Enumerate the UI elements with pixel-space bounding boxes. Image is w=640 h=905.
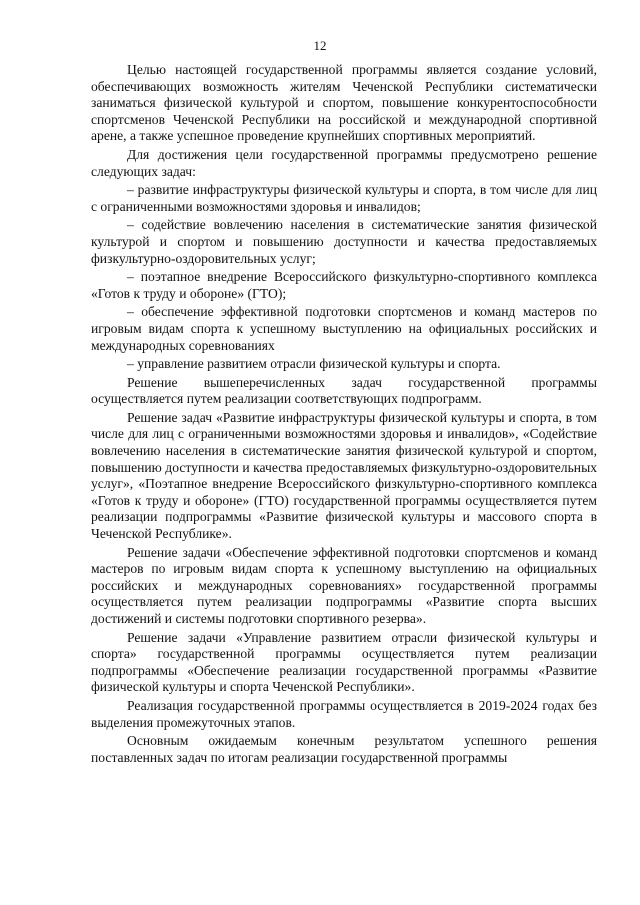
paragraph-timeline: Реализация государственной программы осуществляется в 2019-2024 годах без выделения промежуточных этапов.: [91, 697, 597, 730]
list-item-involvement: – содействие вовлечению населения в систематические занятия физической культурой и спортом и повышению доступности и качества предоставляемых физкультурно-оздоровительных услуг;: [91, 217, 597, 266]
paragraph-subprogram-high-performance: Решение задачи «Обеспечение эффективной подготовки спортсменов и команд мастеров по игровым видам спорта к успешному выступлению на официальных российских и международных соревнованиях» государственной программы осуществляется путем реализации подпрограммы «Развитие спорта высших достижений и системы подготовки спортивного резерва».: [91, 544, 597, 626]
list-item-infrastructure: – развитие инфраструктуры физической культуры и спорта, в том числе для лиц с ограниченными возможностями здоровья и инвалидов;: [91, 182, 597, 214]
list-item-management: – управление развитием отрасли физической культуры и спорта.: [127, 356, 501, 372]
paragraph-goal: Целью настоящей государственной программы является создание условий, обеспечивающих возможность жителям Чеченской Республики систематически заниматься физической культурой и спортом, повышение конкурентоспособности спортсменов Чеченской Республики на российской и международной спортивной арене, а также успешное проведение крупнейших спортивных мероприятий.: [91, 62, 597, 144]
paragraph-subprogram-management: Решение задачи «Управление развитием отрасли физической культуры и спорта» государственной программы осуществляется путем реализации подпрограммы «Обеспечение реализации государственной программы «Развитие физической культуры и спорта Чеченской Республики».: [91, 629, 597, 695]
paragraph-expected-results: Основным ожидаемым конечным результатом успешного решения поставленных задач по итогам реализации государственной программы: [91, 733, 597, 765]
paragraph-subprograms: Решение вышеперечисленных задач государственной программы осуществляется путем реализации соответствующих подпрограмм.: [91, 374, 597, 407]
list-item-gto: – поэтапное внедрение Всероссийского физкультурно-спортивного комплекса «Готов к труду и обороне» (ГТО);: [91, 269, 597, 301]
page-number: 12: [313, 38, 327, 53]
document-body: [91, 62, 597, 768]
paragraph-tasks-intro: Для достижения цели государственной программы предусмотрено решение следующих задач:: [91, 146, 597, 179]
list-item-training: – обеспечение эффективной подготовки спортсменов и команд мастеров по игровым видам спорта к успешному выступлению на официальных российских и международных соревнованиях: [91, 304, 597, 353]
paragraph-subprogram-mass-sport: Решение задач «Развитие инфраструктуры физической культуры и спорта, в том числе для лиц с ограниченными возможностями здоровья и инвалидов», «Содействие вовлечению населения в систематические занятия физической культурой и спортом, повышению доступности и качества предоставляемых физкультурно-оздоровительных услуг», «Поэтапное внедрение Всероссийского физкультурно-спортивного комплекса «Готов к труду и обороне» (ГТО) государственной программы осуществляется путем реализации подпрограммы «Развитие физической культуры и массового спорта в Чеченской Республике».: [91, 409, 597, 542]
